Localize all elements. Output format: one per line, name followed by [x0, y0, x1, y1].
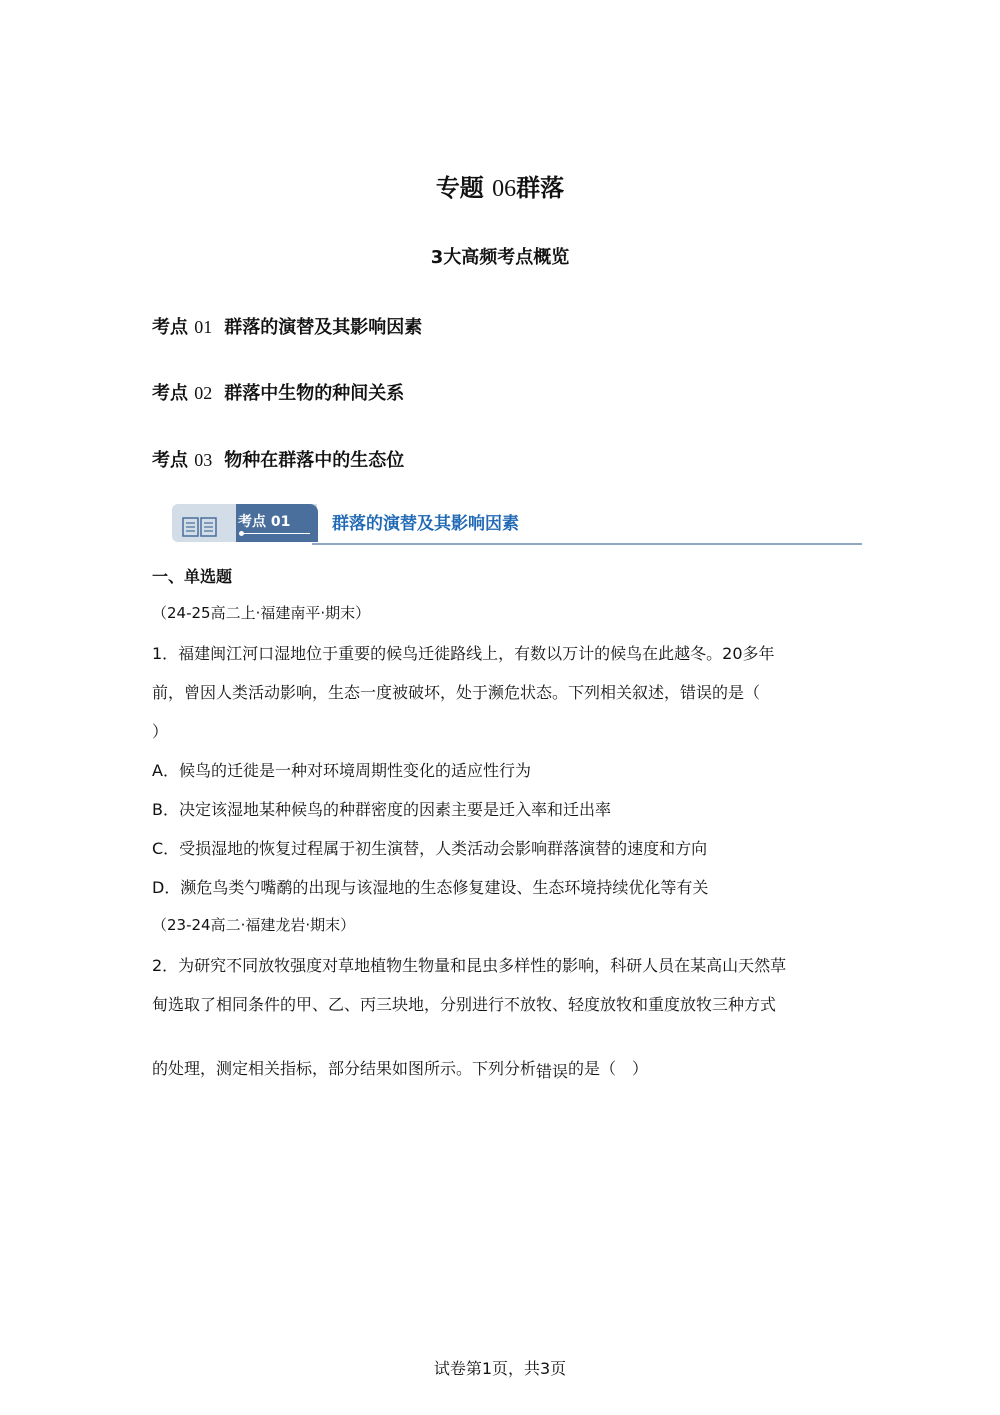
kaodian-number: 02 [194, 383, 213, 403]
title-number: 06 [492, 176, 517, 202]
kaodian-prefix: 考点 [152, 450, 188, 471]
title-prefix: 专题 [435, 174, 484, 202]
banner-tab-label: 考点 01 [238, 514, 291, 530]
q1-option-b: B．决定该湿地某种候鸟的种群密度的因素主要是迁入率和迁出率 [152, 800, 611, 819]
q2-source: （23-24高二·福建龙岩·期末） [152, 916, 356, 934]
section-title: 一、单选题 [152, 567, 233, 586]
kaodian-number: 03 [194, 450, 213, 470]
q2-stem-line1: 2．为研究不同放牧强度对草地植物生物量和昆虫多样性的影响，科研人员在某高山天然草 [152, 956, 787, 975]
kaodian-item-1 [152, 313, 422, 339]
q1-source: （24-25高二上·福建南平·期末） [152, 604, 371, 622]
book-icon [182, 516, 218, 538]
q1-stem-line3: ） [152, 722, 169, 741]
banner-heading: 群落的演替及其影响因素 [332, 514, 519, 534]
kaodian-item-2 [152, 379, 404, 405]
page-footer: 试卷第1页，共3页 [433, 1359, 567, 1378]
kaodian-text: 群落的演替及其影响因素 [224, 317, 423, 338]
overview-heading: 3大高频考点概览 [430, 247, 570, 268]
q2-stem-emphasis: 错误 [536, 1062, 569, 1081]
q1-option-c: C．受损湿地的恢复过程属于初生演替，人类活动会影响群落演替的速度和方向 [152, 839, 708, 858]
kaodian-text: 物种在群落中的生态位 [224, 450, 405, 471]
banner-divider [312, 543, 862, 545]
q2-stem-text: 的处理，测定相关指标，部分结果如图所示。下列分析 [152, 1059, 537, 1078]
q1-stem-line1: 1．福建闽江河口湿地位于重要的候鸟迁徙路线上，有数以万计的候鸟在此越冬。20多年 [152, 644, 775, 663]
kaodian-prefix: 考点 [152, 383, 188, 404]
title-suffix: 群落 [516, 174, 565, 202]
q1-stem-line2: 前，曾因人类活动影响，生态一度被破坏，处于濒危状态。下列相关叙述，错误的是（ [152, 683, 761, 702]
q2-stem-line3 [152, 1056, 648, 1079]
document-title [0, 168, 1000, 203]
banner-tab-underline [240, 533, 310, 534]
q2-stem-text-end: 的是（ ） [568, 1059, 649, 1078]
q1-option-d: D．濒危鸟类勺嘴鹬的出现与该湿地的生态修复建设、生态环境持续优化等有关 [152, 878, 709, 897]
kaodian-prefix: 考点 [152, 317, 188, 338]
kaodian-banner [172, 504, 862, 548]
q2-stem-line2: 甸选取了相同条件的甲、乙、丙三块地，分别进行不放牧、轻度放牧和重度放牧三种方式 [152, 995, 777, 1014]
q1-option-a: A．候鸟的迁徙是一种对环境周期性变化的适应性行为 [152, 761, 531, 780]
kaodian-number: 01 [194, 317, 213, 337]
kaodian-item-3 [152, 446, 404, 472]
kaodian-text: 群落中生物的种间关系 [224, 383, 405, 404]
